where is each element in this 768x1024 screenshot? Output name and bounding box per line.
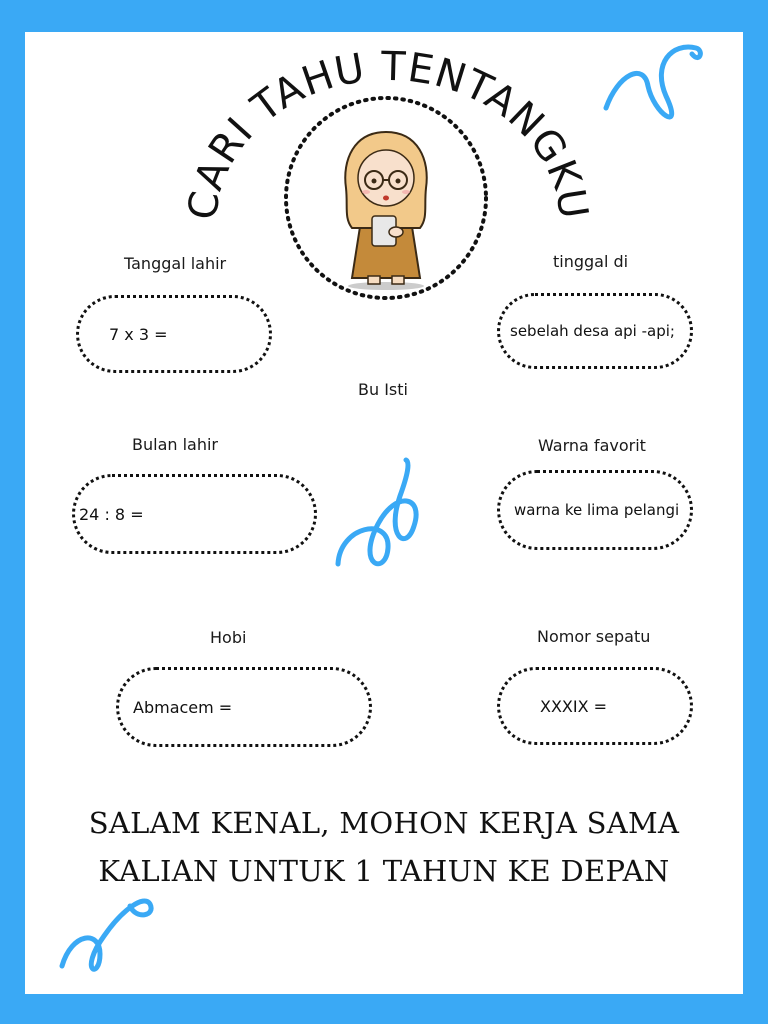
closing-line-2: KALIAN UNTUK 1 TAHUN KE DEPAN: [98, 854, 670, 888]
closing-line-1: SALAM KENAL, MOHON KERJA SAMA: [88, 806, 680, 840]
squiggle-top-right-decoration: [596, 34, 716, 134]
label-nomor-sepatu: Nomor sepatu: [537, 627, 651, 646]
label-bulan-lahir: Bulan lahir: [132, 435, 219, 454]
squiggle-center-decoration: [330, 456, 440, 596]
label-hobi: Hobi: [210, 628, 247, 647]
answer-nomor-sepatu-text: XXXIX =: [540, 696, 608, 716]
label-warna-favorit: Warna favorit: [538, 436, 646, 455]
answer-tanggal-lahir: [76, 295, 272, 373]
answer-warna-favorit-text: warna ke lima pelangi: [514, 501, 680, 519]
label-tanggal-lahir: Tanggal lahir: [124, 254, 227, 273]
svg-text:CARI TAHU TENTANGKU: CARI TAHU TENTANGKU: [179, 43, 597, 223]
answer-bulan-lahir-text: 24 : 8 =: [79, 504, 144, 524]
answer-hobi-text: Abmacem =: [133, 697, 233, 717]
answer-tanggal-lahir-text: 7 x 3 =: [109, 324, 168, 344]
answer-warna-favorit: [497, 470, 693, 550]
answer-nomor-sepatu: [497, 667, 693, 745]
teacher-avatar-illustration: [336, 126, 436, 292]
squiggle-bottom-left-decoration: [56, 880, 166, 990]
answer-tinggal-di: [497, 293, 693, 369]
label-tinggal-di: tinggal di: [553, 252, 629, 271]
answer-tinggal-di-text: sebelah desa api -api;: [510, 322, 675, 340]
answer-bulan-lahir: [72, 474, 317, 554]
answer-hobi: [116, 667, 372, 747]
teacher-name: Bu Isti: [358, 380, 408, 399]
